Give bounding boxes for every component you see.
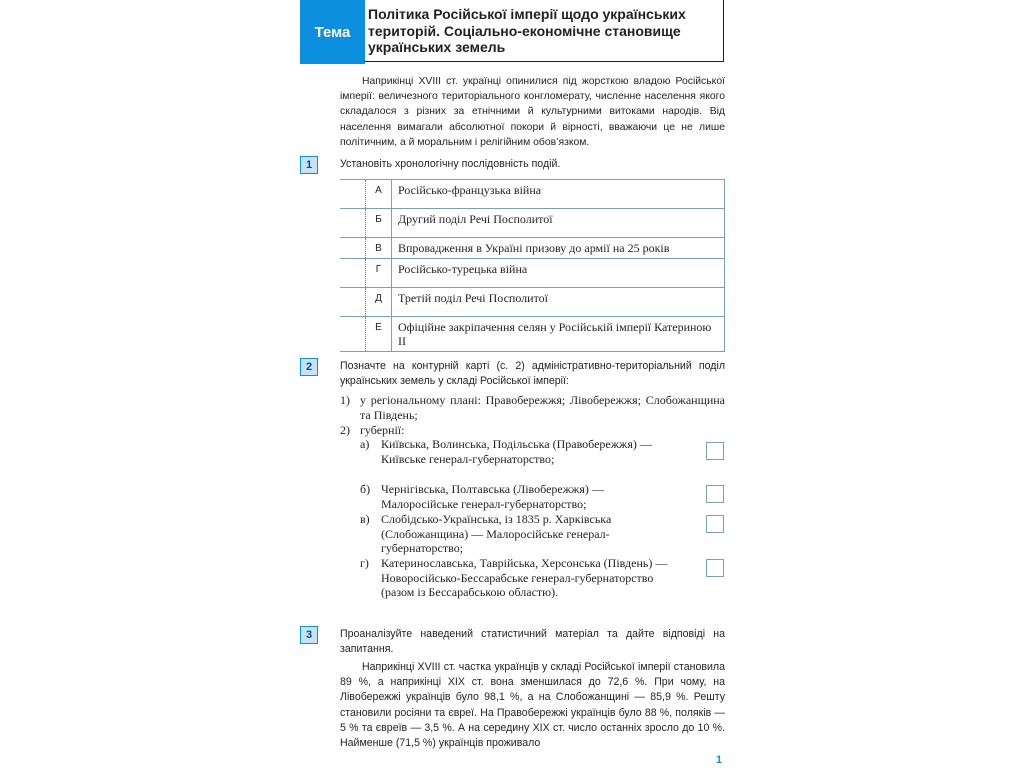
task-2-number: 2: [300, 358, 318, 376]
event-letter: Д: [366, 288, 392, 317]
task-3-prompt: Проаналізуйте наведений статистичний матеріал та дайте відповіді на запитання.: [340, 628, 725, 655]
list-item-number: 1): [340, 393, 350, 407]
subitem-letter: в): [360, 512, 370, 526]
event-letter: А: [366, 180, 392, 209]
subitem-letter: а): [360, 437, 370, 451]
events-table: [340, 179, 725, 352]
list-item-number: 2): [340, 423, 350, 437]
subitem-letter: г): [360, 556, 369, 570]
task-3-number: 3: [300, 626, 318, 644]
event-row: [340, 238, 725, 259]
answer-box[interactable]: [706, 485, 724, 503]
task-1-prompt: Установіть хронологічну послідовність подій.: [340, 158, 561, 170]
event-row: [340, 288, 725, 317]
statistics-paragraph: Наприкінці XVIII ст. частка українців у складі Російської імперії становила 89 %, а наприкінці XIX ст. вона зменшилася до 72,6 %. При чому, на Лівобережжі українців було 98,1 %, а на Слобожанщині — 85,9 %. Решту становили росіяни та євреї. На Правобережжі українців було 88 %, поляків — 5 % та євреїв — 3,5 %. А на середину XIX ст. число останніх зросло до 10 %. Найменше (71,5 %) українців проживало: [340, 661, 725, 750]
event-text: Впровадження в Україні призову до армії на 25 років: [392, 238, 725, 259]
page-number: 1: [716, 754, 723, 766]
list-item-text: губернії:: [360, 423, 405, 437]
topic-label: [300, 0, 365, 64]
event-row: [340, 259, 725, 288]
subitem-text: Катеринославська, Таврійська, Херсонська (Південь) — Новоросійсько-Бессарабське генерал-губернаторство (разом із Бессарабською областю).: [381, 556, 668, 599]
page-title: Політика Російської імперії щодо українських територій. Соціально-економічне становище українських земель: [364, 0, 724, 62]
event-text: Російсько-турецька війна: [392, 259, 725, 288]
answer-cell[interactable]: [340, 288, 366, 317]
answer-cell[interactable]: [340, 209, 366, 238]
subitem-text: Слобідсько-Українська, із 1835 р. Харківська (Слобожанщина) — Малоросійське генерал-губернаторство;: [381, 512, 612, 555]
answer-cell[interactable]: [340, 180, 366, 209]
event-row: [340, 209, 725, 238]
subitem-letter: б): [360, 482, 371, 496]
event-row: [340, 180, 725, 209]
answer-cell[interactable]: [340, 259, 366, 288]
intro-paragraph: Наприкінці XVIII ст. українці опинилися під жорсткою владою Російської імперії: величезного територіального конгломерату, численне населення якого складалося з різних за етнічними й культурними витоками народів. Від населення вимагали абсолютної покори й вірності, вважаючи це не лише політичним, а й моральним і релігійним обов’язком.: [340, 76, 725, 148]
answer-cell[interactable]: [340, 317, 366, 352]
list-item-text: у регіональному плані: Правобережжя; Лівобережжя; Слобожанщина та Південь;: [360, 393, 725, 422]
event-letter: Г: [366, 259, 392, 288]
event-text: Третій поділ Речі Посполитої: [392, 288, 725, 317]
task-2-prompt: Позначте на контурній карті (с. 2) адміністративно-територіальний поділ українських земель у складі Російської імперії:: [340, 360, 725, 387]
answer-box[interactable]: [706, 442, 724, 460]
answer-cell[interactable]: [340, 238, 366, 259]
event-text: Другий поділ Речі Посполитої: [392, 209, 725, 238]
event-text: Російсько-французька війна: [392, 180, 725, 209]
subitem-text: Київська, Волинська, Подільська (Правобережжя) — Київське генерал-губернаторство;: [381, 437, 652, 466]
event-letter: Е: [366, 317, 392, 352]
topic-label-text: Тема: [314, 23, 351, 41]
answer-box[interactable]: [706, 559, 724, 577]
event-letter: В: [366, 238, 392, 259]
event-letter: Б: [366, 209, 392, 238]
answer-box[interactable]: [706, 515, 724, 533]
task-1-number: 1: [300, 156, 318, 174]
subitem-text: Чернігівська, Полтавська (Лівобережжя) — Малоросійське генерал-губернаторство;: [381, 482, 604, 511]
event-text: Офіційне закріпачення селян у Російській імперії Катериною II: [392, 317, 725, 352]
event-row: [340, 317, 725, 352]
